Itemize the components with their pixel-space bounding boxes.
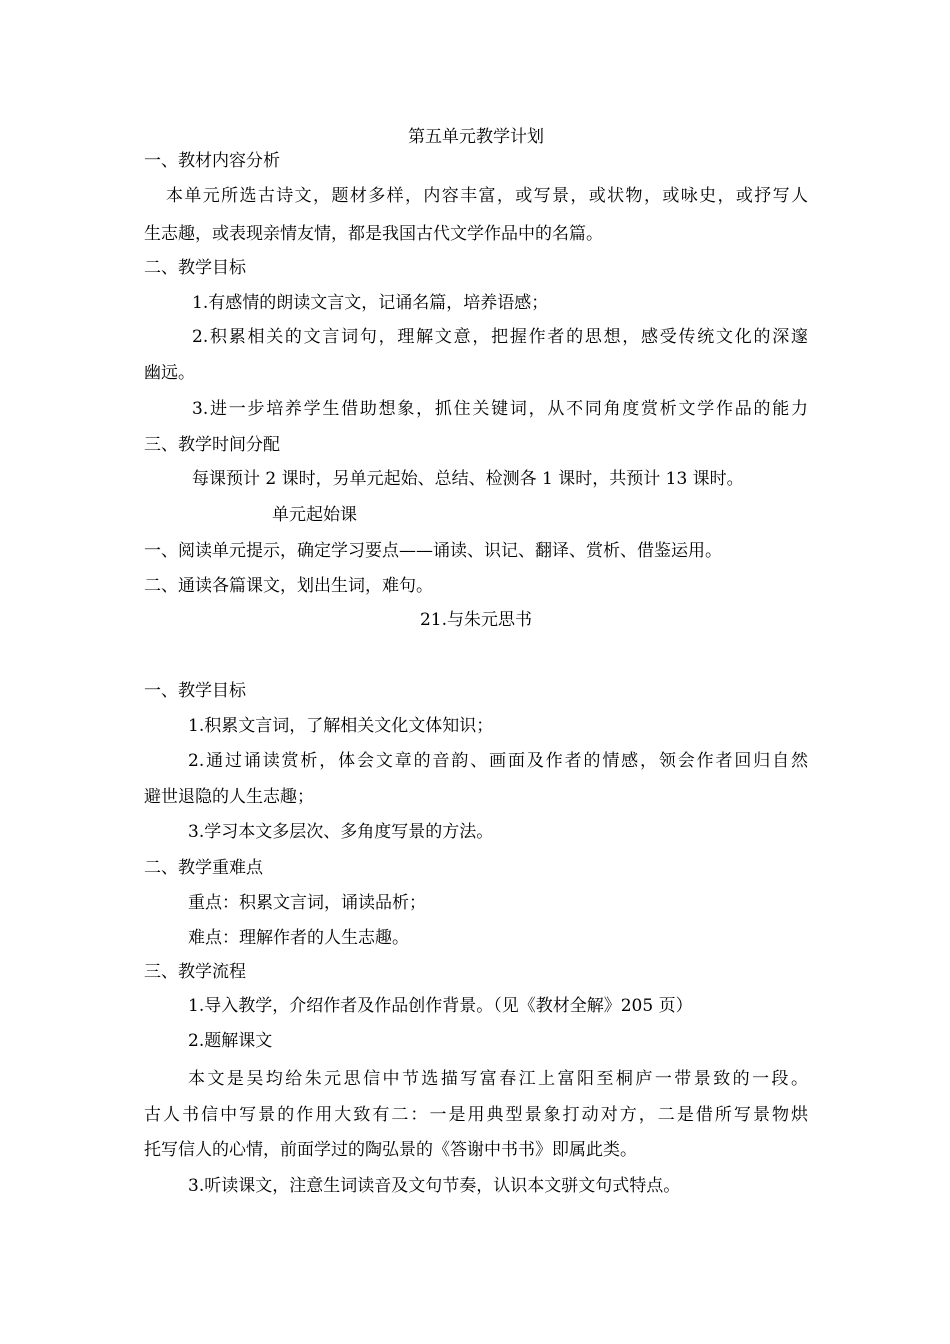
paragraph-line: 本文是吴均给朱元思信中节选描写富春江上富阳至桐庐一带景致的一段。 bbox=[188, 1069, 808, 1089]
start-lesson-item: 二、通读各篇课文，划出生词，难句。 bbox=[144, 576, 433, 596]
process-step: 2.题解课文 bbox=[188, 1031, 273, 1051]
goal-item-continuation: 幽远。 bbox=[144, 363, 195, 383]
section-heading-teaching-process: 三、教学流程 bbox=[144, 962, 246, 982]
difficult-point: 难点：理解作者的人生志趣。 bbox=[188, 928, 409, 948]
lesson-title: 21.与朱元思书 bbox=[419, 610, 533, 630]
section-heading-textbook-analysis: 一、教材内容分析 bbox=[144, 151, 280, 171]
goal-item: 3.进一步培养学生借助想象，抓住关键词，从不同角度赏析文学作品的能力 bbox=[192, 399, 808, 419]
goal-item: 2.积累相关的文言词句，理解文意，把握作者的思想，感受传统文化的深邃 bbox=[192, 327, 808, 347]
start-lesson-title: 单元起始课 bbox=[272, 505, 357, 525]
unit-plan-title: 第五单元教学计划 bbox=[408, 127, 544, 147]
paragraph-line: 生志趣，或表现亲情友情，都是我国古代文学作品中的名篇。 bbox=[144, 224, 603, 244]
section-heading-teaching-goals: 一、教学目标 bbox=[144, 681, 246, 701]
section-heading-key-points: 二、教学重难点 bbox=[144, 858, 263, 878]
section-heading-teaching-goals: 二、教学目标 bbox=[144, 258, 246, 278]
process-step: 3.听读课文，注意生词读音及文句节奏，认识本文骈文句式特点。 bbox=[188, 1176, 681, 1196]
section-heading-time-allocation: 三、教学时间分配 bbox=[144, 435, 280, 455]
start-lesson-item: 一、阅读单元提示，确定学习要点——诵读、识记、翻译、赏析、借鉴运用。 bbox=[144, 541, 722, 561]
key-point: 重点：积累文言词，诵读品析； bbox=[188, 893, 426, 913]
paragraph-line: 古人书信中写景的作用大致有二：一是用典型景象打动对方，二是借所写景物烘 bbox=[144, 1105, 808, 1125]
paragraph-line: 托写信人的心情，前面学过的陶弘景的《答谢中书书》即属此类。 bbox=[144, 1140, 637, 1160]
goal-item: 1.有感情的朗读文言文，记诵名篇，培养语感； bbox=[192, 293, 549, 313]
goal-item-continuation: 避世退隐的人生志趣； bbox=[144, 787, 314, 807]
paragraph-line: 本单元所选古诗文，题材多样，内容丰富，或写景，或状物，或咏史，或抒写人 bbox=[166, 186, 808, 206]
goal-item: 3.学习本文多层次、多角度写景的方法。 bbox=[188, 822, 494, 842]
goal-item: 1.积累文言词，了解相关文化文体知识； bbox=[188, 716, 494, 736]
time-allocation-text: 每课预计 2 课时，另单元起始、总结、检测各 1 课时，共预计 13 课时。 bbox=[192, 469, 744, 489]
process-step: 1.导入教学，介绍作者及作品创作背景。（见《教材全解》205 页） bbox=[188, 996, 693, 1016]
goal-item: 2.通过诵读赏析，体会文章的音韵、画面及作者的情感，领会作者回归自然 bbox=[188, 751, 808, 771]
